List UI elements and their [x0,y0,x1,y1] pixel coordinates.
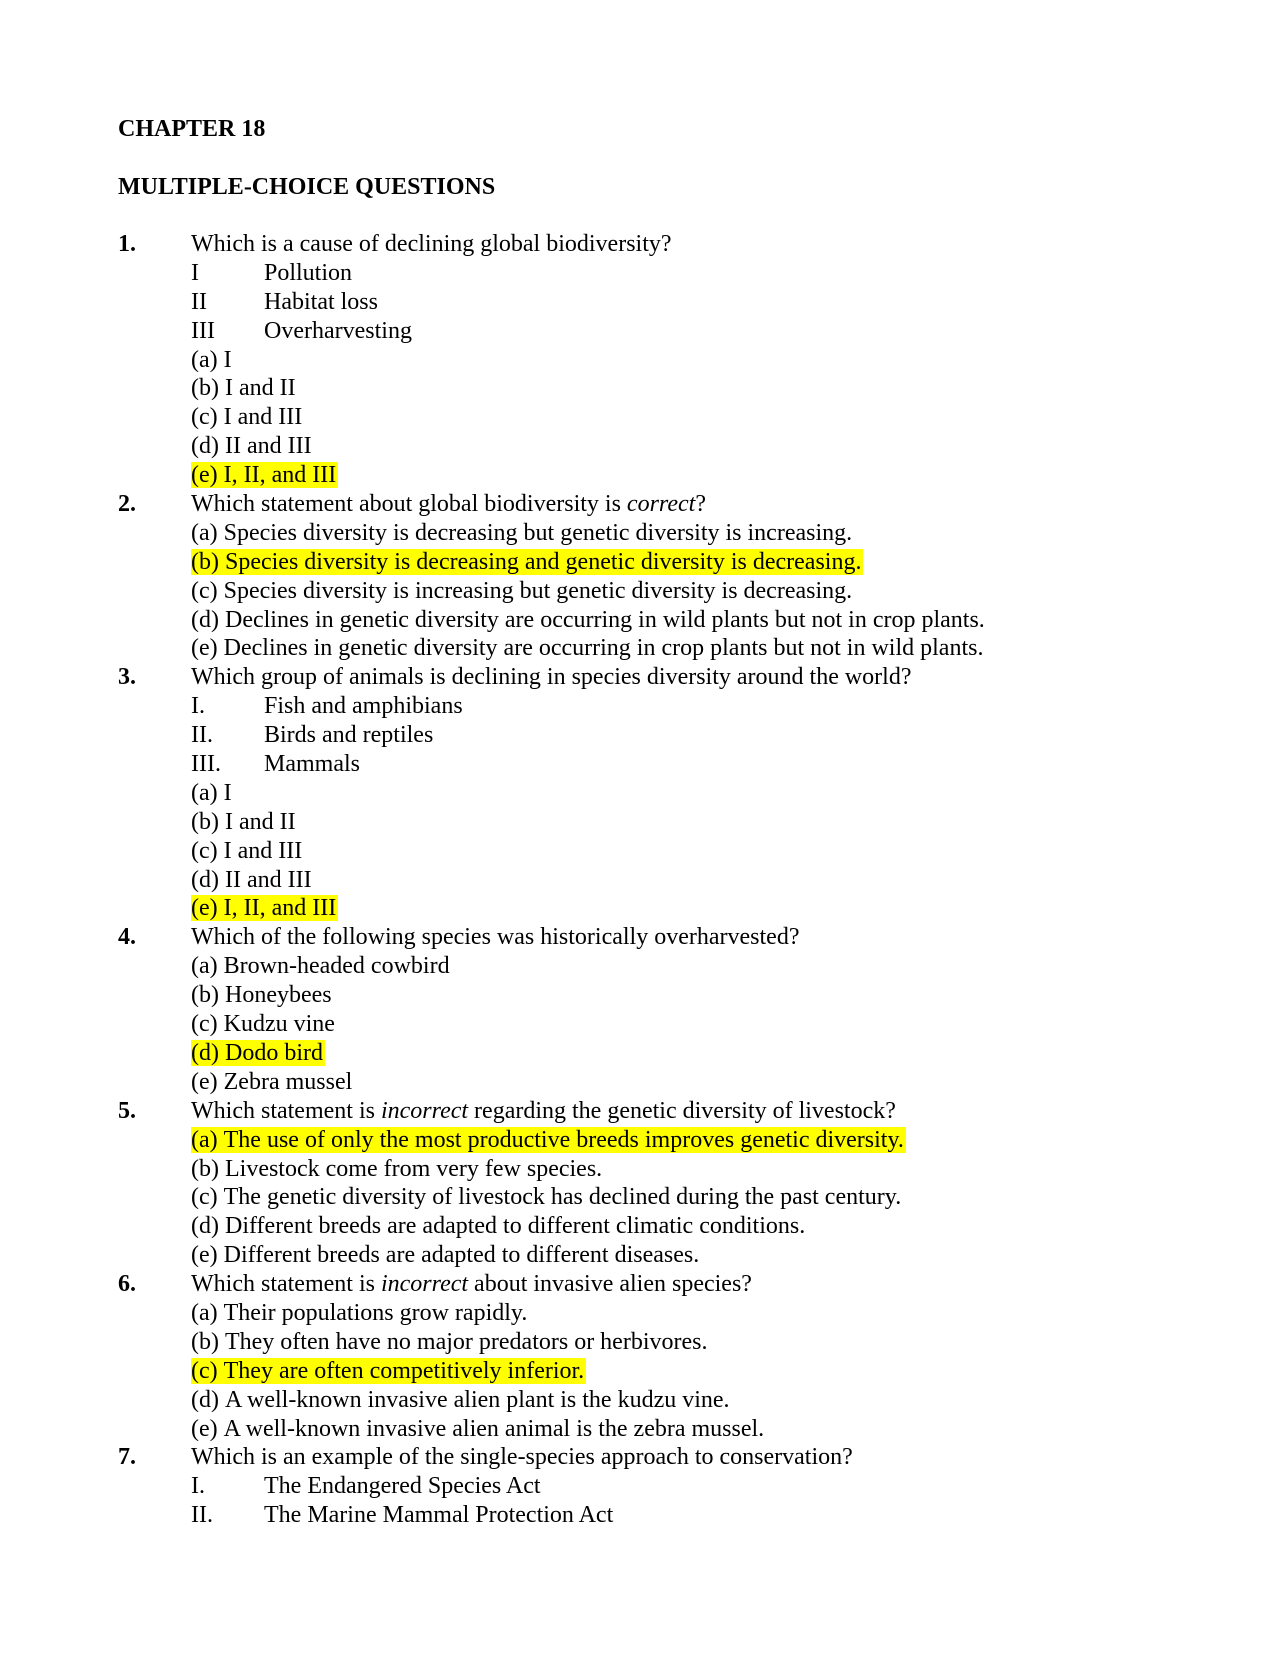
option-text: Livestock come from very few species. [224,1155,603,1182]
question-5 [118,1097,1218,1270]
highlighted-answer [191,1127,906,1153]
option-text: A well-known invasive alien plant is the kudzu vine. [224,1386,730,1413]
highlighted-answer [191,895,338,921]
option-text: The genetic diversity of livestock has declined during the past century. [223,1184,902,1211]
question-body [191,1097,1218,1270]
answer-option-c [191,403,1218,432]
answer-text [191,867,312,893]
answer-option-e [191,634,1218,663]
stem-text: Which is an example of the single-species approach to conservation? [191,1444,853,1471]
roman-numeral: I. [191,693,205,720]
option-text: Zebra mussel [223,1068,353,1095]
highlighted-answer [191,1040,325,1066]
option-letter: (a) [191,953,218,980]
answer-option-c [191,1183,1218,1212]
option-letter: (c) [191,837,218,864]
option-letter: (c) [191,1357,218,1384]
question-body [191,663,1218,923]
answer-option-e [191,461,1218,490]
answer-option-d [191,432,1218,461]
question-stem [191,663,1218,692]
question-stem [191,1097,1218,1126]
chapter-title: CHAPTER 18 [118,116,266,142]
answer-text [191,433,312,459]
answer-option-b [191,981,1218,1010]
option-letter: (d) [191,866,219,893]
stem-emphasis: correct [626,491,696,518]
option-letter: (a) [191,519,218,546]
option-letter: (e) [191,635,218,662]
question-stem [191,1270,1218,1299]
answer-option-a [191,346,1218,375]
answer-text [191,1069,352,1095]
answer-option-e [191,894,1218,923]
option-letter: (b) [191,1328,219,1355]
document-page [118,114,1218,1530]
roman-numeral: III [191,317,215,344]
answer-text [191,578,852,604]
answer-option-b [191,374,1218,403]
stem-text-after: ? [695,491,706,518]
option-text: Their populations grow rapidly. [223,1299,528,1326]
option-text: I and II [224,808,296,835]
option-letter: (c) [191,1011,218,1038]
option-text: Honeybees [224,982,332,1009]
answer-option-a [191,1126,1218,1155]
question-1 [118,230,1218,490]
roman-item [191,259,1218,288]
option-text: Different breeds are adapted to different climatic conditions. [224,1213,806,1240]
question-list [118,230,1218,1530]
answer-option-a [191,779,1218,808]
option-letter: (d) [191,1386,219,1413]
answer-text [191,520,852,546]
roman-item [191,1501,1218,1530]
roman-numeral: I. [191,1473,205,1500]
roman-numeral: II [191,288,207,315]
answer-option-b [191,1328,1218,1357]
roman-item-text: Mammals [264,751,360,778]
question-number: 2. [118,491,136,518]
option-text: I and II [224,375,296,402]
option-text: I [223,779,232,806]
answer-text [191,1156,602,1182]
answer-option-a [191,1299,1218,1328]
option-text: I, II, and III [223,462,337,489]
question-3 [118,663,1218,923]
option-letter: (e) [191,462,218,489]
answer-text [191,982,332,1008]
answer-option-a [191,519,1218,548]
roman-numeral: II. [191,722,213,749]
option-letter: (d) [191,1039,219,1066]
option-letter: (b) [191,548,219,575]
option-letter: (d) [191,433,219,460]
question-body [191,923,1218,1096]
answer-option-e [191,1415,1218,1444]
option-letter: (b) [191,1155,219,1182]
answer-text [191,780,232,806]
option-text: II and III [224,433,312,460]
option-letter: (d) [191,606,219,633]
roman-item-text: The Endangered Species Act [264,1473,541,1500]
answer-option-e [191,1241,1218,1270]
option-letter: (c) [191,577,218,604]
roman-item-text: Birds and reptiles [264,722,434,749]
question-body [191,1443,1218,1530]
stem-text: Which statement is [191,1271,381,1298]
option-text: Species diversity is increasing but genetic diversity is decreasing. [223,577,853,604]
answer-text [191,404,302,430]
option-text: Species diversity is decreasing and genetic diversity is decreasing. [224,548,862,575]
highlighted-answer [191,1358,586,1384]
question-number: 1. [118,231,136,257]
question-body [191,230,1218,490]
roman-item-text: The Marine Mammal Protection Act [264,1502,614,1529]
answer-text [191,1300,527,1326]
answer-option-b [191,548,1218,577]
highlighted-answer [191,549,863,575]
answer-text [191,607,985,633]
question-number: 6. [118,1271,136,1298]
question-body [191,1270,1218,1443]
stem-text: Which statement is [191,1097,381,1124]
option-text: Declines in genetic diversity are occurring in crop plants but not in wild plants. [223,635,984,662]
roman-item [191,721,1218,750]
question-stem [191,490,1218,519]
option-text: Kudzu vine [223,1011,335,1038]
option-text: I, II, and III [223,895,337,922]
question-number: 3. [118,664,136,691]
answer-text [191,635,983,661]
option-letter: (b) [191,375,219,402]
roman-item-text: Fish and amphibians [264,693,463,720]
question-body [191,490,1218,663]
answer-text [191,1416,764,1442]
roman-item [191,288,1218,317]
stem-text-after: about invasive alien species? [468,1271,752,1298]
roman-item-text: Habitat loss [264,288,378,315]
option-text: They are often competitively inferior. [223,1357,585,1384]
stem-text: Which is a cause of declining global biodiversity? [191,231,672,257]
answer-text [191,1213,805,1239]
option-letter: (a) [191,346,218,373]
answer-option-b [191,808,1218,837]
option-text: Different breeds are adapted to different diseases. [223,1242,700,1269]
question-stem [191,230,1218,259]
option-letter: (c) [191,404,218,431]
stem-text: Which of the following species was historically overharvested? [191,924,800,951]
answer-text [191,375,296,401]
answer-text [191,1011,335,1037]
question-7 [118,1443,1218,1530]
option-letter: (e) [191,895,218,922]
roman-item-text: Pollution [264,259,353,286]
stem-emphasis: incorrect [380,1271,469,1298]
option-text: Brown-headed cowbird [223,953,450,980]
question-6 [118,1270,1218,1443]
option-text: Dodo bird [224,1039,323,1066]
option-letter: (a) [191,779,218,806]
answer-option-c [191,577,1218,606]
roman-item [191,750,1218,779]
answer-text [191,953,450,979]
question-stem [191,923,1218,952]
option-text: They often have no major predators or herbivores. [224,1328,708,1355]
option-letter: (b) [191,808,219,835]
answer-option-b [191,1155,1218,1184]
answer-option-e [191,1068,1218,1097]
answer-option-a [191,952,1218,981]
option-text: Declines in genetic diversity are occurring in wild plants but not in crop plants. [224,606,985,633]
option-text: I and III [223,404,303,431]
answer-option-c [191,1010,1218,1039]
stem-emphasis: incorrect [380,1097,469,1124]
option-letter: (a) [191,1126,218,1153]
answer-text [191,1184,901,1210]
stem-text-after: regarding the genetic diversity of livestock? [468,1097,896,1124]
roman-item [191,1472,1218,1501]
stem-text: Which statement about global biodiversity is [191,491,627,518]
option-text: Species diversity is decreasing but genetic diversity is increasing. [223,519,853,546]
answer-option-d [191,866,1218,895]
answer-text [191,838,302,864]
answer-text [191,1329,707,1355]
option-letter: (e) [191,1068,218,1095]
roman-numeral: III. [191,751,221,778]
answer-text [191,809,296,835]
question-number: 4. [118,924,136,951]
answer-option-d [191,1039,1218,1068]
answer-text [191,347,232,373]
section-title: MULTIPLE-CHOICE QUESTIONS [118,174,496,200]
option-text: The use of only the most productive breeds improves genetic diversity. [223,1126,904,1153]
roman-numeral: I [191,259,199,286]
answer-option-d [191,606,1218,635]
answer-option-c [191,837,1218,866]
answer-option-c [191,1357,1218,1386]
option-text: II and III [224,866,312,893]
roman-numeral: II. [191,1502,213,1529]
question-4 [118,923,1218,1096]
option-letter: (d) [191,1213,219,1240]
highlighted-answer [191,462,338,488]
option-text: I [223,346,232,373]
stem-text: Which group of animals is declining in species diversity around the world? [191,664,912,691]
option-text: I and III [223,837,303,864]
option-letter: (e) [191,1415,218,1442]
option-letter: (e) [191,1242,218,1269]
answer-text [191,1242,699,1268]
question-number: 7. [118,1444,136,1471]
question-number: 5. [118,1097,136,1124]
option-letter: (a) [191,1299,218,1326]
roman-item-text: Overharvesting [264,317,412,344]
question-stem [191,1443,1218,1472]
option-letter: (c) [191,1184,218,1211]
answer-option-d [191,1386,1218,1415]
option-letter: (b) [191,982,219,1009]
question-2 [118,490,1218,663]
roman-item [191,692,1218,721]
answer-option-d [191,1212,1218,1241]
answer-text [191,1387,730,1413]
roman-item [191,317,1218,346]
option-text: A well-known invasive alien animal is the zebra mussel. [223,1415,765,1442]
